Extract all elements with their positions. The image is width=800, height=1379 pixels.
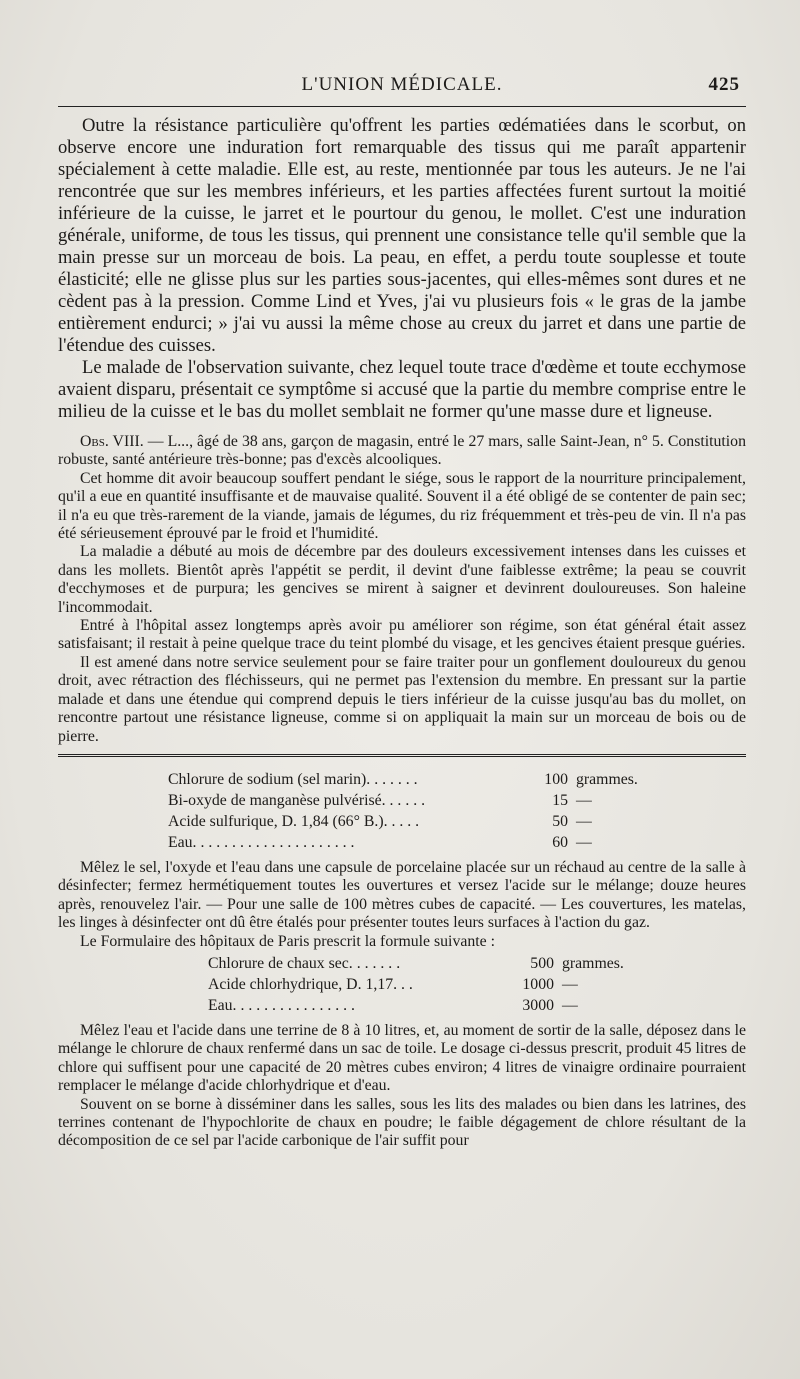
recipe-notes (58, 859, 746, 951)
ingredient-name: Chlorure de sodium (sel marin). . . . . . . (168, 770, 418, 788)
ingredient-qty: 3000 (522, 996, 554, 1014)
main-text (58, 115, 746, 423)
ingredient-unit: — (576, 791, 592, 809)
ingredient-name: Eau. . . . . . . . . . . . . . . . (208, 996, 355, 1014)
paragraph: Souvent on se borne à disséminer dans les salles, sous les lits des malades ou bien dans les latrines, des terrines contenant de l'hypochlorite de chaux en poudre; le faible dégagement de chlore résultant de la décomposition de ce sel par l'acide carbonique de l'air suffit pour (58, 1095, 746, 1150)
ingredient-unit: — (576, 812, 592, 830)
observation-paragraph: Cet homme dit avoir beaucoup souffert pendant le siége, sous le rapport de la nourriture principalement, qu'il a eue en quantité insuffisante et de mauvaise qualité. Souvent il a été obligé de se contenter de pain sec; il n'a eu que très-rarement de la viande, jamais de légumes, du riz fréquemment et très-peu de vin. Il n'a pas été sérieusement éprouvé par le froid et l'humidité. (58, 469, 746, 543)
observation-paragraph: Entré à l'hôpital assez longtemps après avoir pu améliorer son régime, son état général était assez satisfaisant; il restait à peine quelque trace du teint plombé du visage, et les gencives étaient presque guéries. (58, 617, 746, 653)
ingredient-name: Bi-oxyde de manganèse pulvérisé. . . . . . (168, 791, 426, 809)
ingredient-name: Acide chlorhydrique, D. 1,17. . . (208, 975, 413, 993)
recipe-row (208, 974, 668, 995)
paragraph: Outre la résistance particulière qu'offrent les parties œdématiées dans le scorbut, on observe encore une induration fort remarquable des tissus qui me paraît appartenir spécialement à cette maladie. Elle est, au reste, mentionnée par tous les auteurs. Je ne l'ai rencontrée que sur les membres inférieurs, et les parties affectées furent surtout la moitié inférieure de la cuisse, le jarret et le pourtour du genou, le mollet. C'est une induration générale, uniforme, de tous les tissus, qui prennent une consistance telle qu'il semble que la main presse sur un morceau de bois. La peau, en effet, a perdu toute souplesse et toute élasticité; elle ne glisse plus sur les parties sous-jacentes, qui elles-mêmes sont dures et ne cèdent pas à la pression. Comme Lind et Yves, j'ai vu plusieurs fois « le gras de la jambe entièrement endurci; » j'ai vu aussi la même chose au creux du jarret et dans une partie de l'étendue des cuisses. (58, 115, 746, 356)
recipe-table-2 (208, 953, 668, 1016)
recipe-row (168, 832, 688, 853)
observation-paragraph: La maladie a débuté au mois de décembre par des douleurs excessivement intenses dans les cuisses et dans les mollets. Bientôt après l'appétit se perdit, il devint d'une faiblesse extrême; la peau se couvrit d'ecchymoses et de purpura; les gencives se mirent à saigner et devinrent douloureuses. Son haleine l'incommodait. (58, 543, 746, 616)
recipe-instructions: Mêlez l'eau et l'acide dans une terrine de 8 à 10 litres, et, au moment de sortir de la salle, déposez dans le mélange le chlorure de chaux renfermé dans un sac de toile. Le dosage ci-dessus prescrit, produit 45 litres de chlore qui suffisent pour une capacité de 20 mètres cubes environ; 4 litres de vinaigre ordinaire pourraient remplacer le mélange d'acide chlorhydrique et d'eau. (58, 1021, 746, 1095)
header-rule (58, 106, 746, 107)
ingredient-unit: — (576, 833, 592, 851)
ingredient-qty: 100 (544, 770, 568, 788)
recipe-row (208, 995, 668, 1016)
ingredient-unit: — (562, 975, 578, 993)
recipe-row (168, 790, 688, 811)
recipe-row (208, 953, 668, 974)
paragraph: Le malade de l'observation suivante, chez lequel toute trace d'œdème et toute ecchymose avaient disparu, présentait ce symptôme si accusé que la partie du membre comprise entre le milieu de la cuisse et le bas du mollet semblait ne former qu'une masse dure et ligneuse. (58, 357, 746, 422)
formulaire-intro: Le Formulaire des hôpitaux de Paris prescrit la formule suivante : (80, 932, 495, 950)
page-number: 425 (708, 74, 740, 95)
observation-heading (58, 433, 746, 470)
closing-text (58, 1022, 746, 1151)
ingredient-name: Chlorure de chaux sec. . . . . . . (208, 954, 401, 972)
recipe-row (168, 769, 688, 790)
observation-label: Obs. VIII. (80, 433, 144, 450)
recipe-table-1 (168, 769, 688, 853)
ingredient-qty: 50 (552, 812, 568, 830)
observation-section (58, 433, 746, 746)
journal-title: L'UNION MÉDICALE. (301, 74, 503, 95)
observation-intro: — L..., âgé de 38 ans, garçon de magasin, entré le 27 mars, salle Saint-Jean, n° 5. Constitution robuste, santé antérieure très-bonne; pas d'excès alcooliques. (58, 433, 746, 469)
ingredient-unit: grammes. (576, 770, 638, 788)
recipe-row (168, 811, 688, 832)
ingredient-qty: 1000 (522, 975, 554, 993)
ingredient-unit: grammes. (562, 954, 624, 972)
ingredient-name: Acide sulfurique, D. 1,84 (66° B.). . . . . (168, 812, 420, 830)
running-header (58, 72, 746, 102)
observation-paragraph: Il est amené dans notre service seulement pour se faire traiter pour un gonflement douloureux du genou droit, avec rétraction des fléchisseurs, qui ne permet pas l'extension du membre. En pressant sur la partie malade et dans une étendue qui comprend depuis le tiers inférieur de la cuisse jusqu'au bas du mollet, on rencontre partout une résistance ligneuse, comme si on appliquait la main sur un morceau de bois ou de pierre. (58, 653, 746, 745)
recipe-instructions: Mêlez le sel, l'oxyde et l'eau dans une capsule de porcelaine placée sur un réchaud au centre de la salle à désinfecter; fermez hermétiquement toutes les ouvertures et versez l'acide sur le mélange; douze heures après, renouvelez l'air. — Pour une salle de 100 mètres cubes de capacité. — Les couvertures, les matelas, les linges à désinfecter ont dû être étalés pour présenter toutes leurs surfaces à l'action du gaz. (58, 858, 746, 932)
section-divider (58, 754, 746, 757)
ingredient-qty: 500 (530, 954, 554, 972)
ingredient-qty: 60 (552, 833, 568, 851)
ingredient-name: Eau. . . . . . . . . . . . . . . . . . . . . (168, 833, 355, 851)
ingredient-unit: — (562, 996, 578, 1014)
ingredient-qty: 15 (552, 791, 568, 809)
